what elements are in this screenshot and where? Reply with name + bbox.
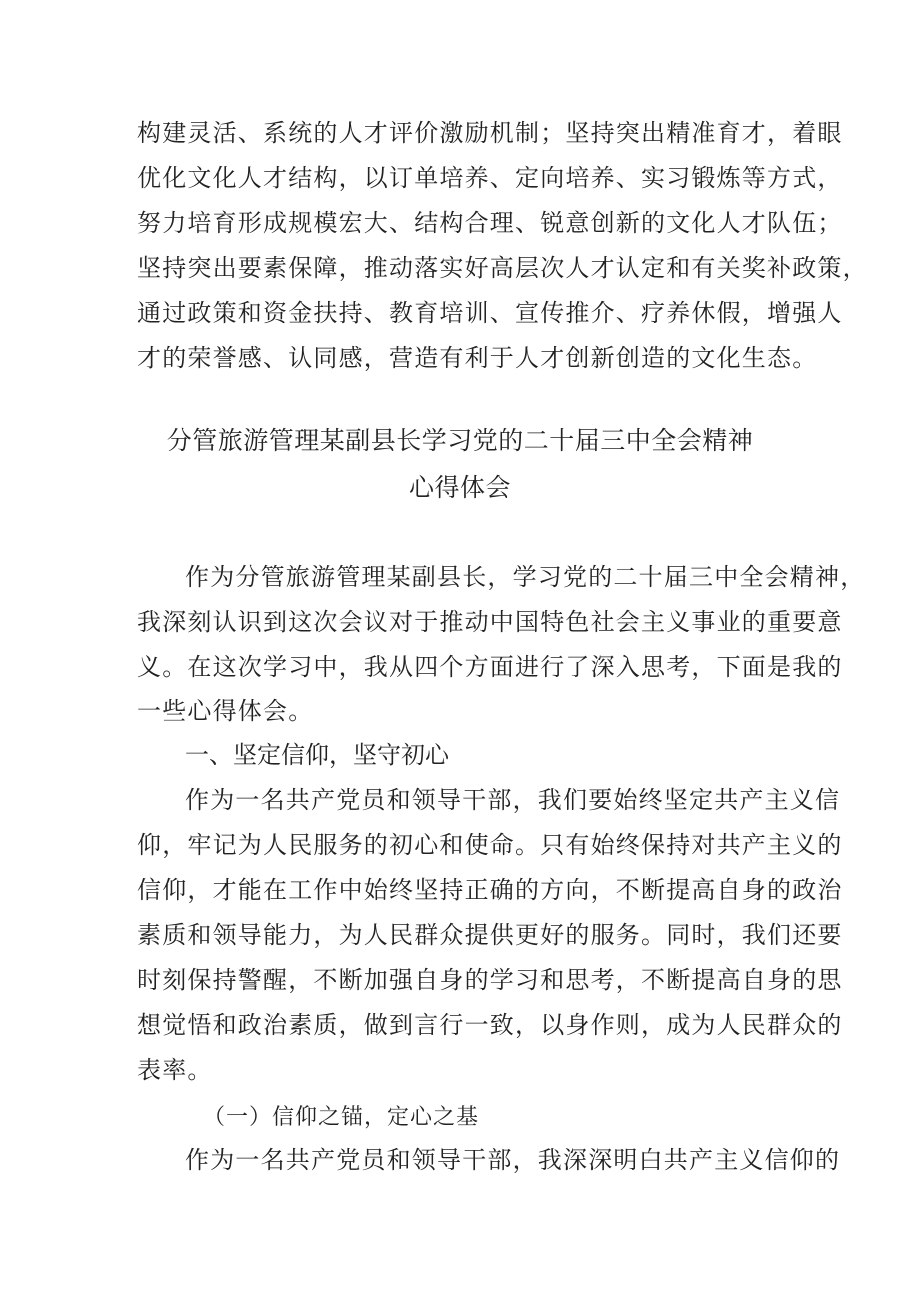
paragraph-2-line-3: 信仰，才能在工作中始终坚持正确的方向，不断提高自身的政治 [137,876,843,904]
intro-line-2: 优化文化人才结构，以订单培养、定向培养、实习锻炼等方式， [137,164,843,192]
paragraph-3-line-1: 作为一名共产党员和领导干部，我深深明白共产主义信仰的 [185,1146,841,1174]
intro-line-4: 坚持突出要素保障，推动落实好高层次人才认定和有关奖补政策， [137,254,868,282]
subsection-heading-1: （一）信仰之锚，定心之基 [203,1105,480,1130]
paragraph-2-line-4: 素质和领导能力，为人民群众提供更好的服务。同时，我们还要 [137,921,843,949]
paragraph-2-line-6: 想觉悟和政治素质，做到言行一致，以身作则，成为人民群众的 [137,1011,843,1039]
paragraph-1-line-3: 义。在这次学习中，我从四个方面进行了深入思考，下面是我的 [137,653,843,681]
intro-line-1: 构建灵活、系统的人才评价激励机制；坚持突出精准育才，着眼 [137,119,843,147]
paragraph-1-line-1: 作为分管旅游管理某副县长，学习党的二十届三中全会精神， [185,563,866,591]
intro-line-3: 努力培育形成规模宏大、结构合理、锐意创新的文化人才队伍； [137,209,843,237]
paragraph-2-line-2: 仰，牢记为人民服务的初心和使命。只有始终保持对共产主义的 [137,831,843,859]
paragraph-2-line-1: 作为一名共产党员和领导干部，我们要始终坚定共产主义信 [185,786,841,814]
document-title: 分管旅游管理某副县长学习党的二十届三中全会精神 [166,426,754,455]
document-subtitle: 心得体会 [408,473,511,502]
paragraph-1-line-4: 一些心得体会。 [137,697,314,725]
intro-line-5: 通过政策和资金扶持、教育培训、宣传推介、疗养休假，增强人 [137,299,843,327]
paragraph-2-line-5: 时刻保持警醒，不断加强自身的学习和思考，不断提高自身的思 [137,966,843,994]
paragraph-2-line-7: 表率。 [137,1056,213,1084]
paragraph-1-line-2: 我深刻认识到这次会议对于推动中国特色社会主义事业的重要意 [137,608,843,636]
intro-line-6: 才的荣誉感、认同感，营造有利于人才创新创造的文化生态。 [137,344,818,372]
section-heading-1: 一、坚定信仰，坚守初心 [185,741,449,769]
